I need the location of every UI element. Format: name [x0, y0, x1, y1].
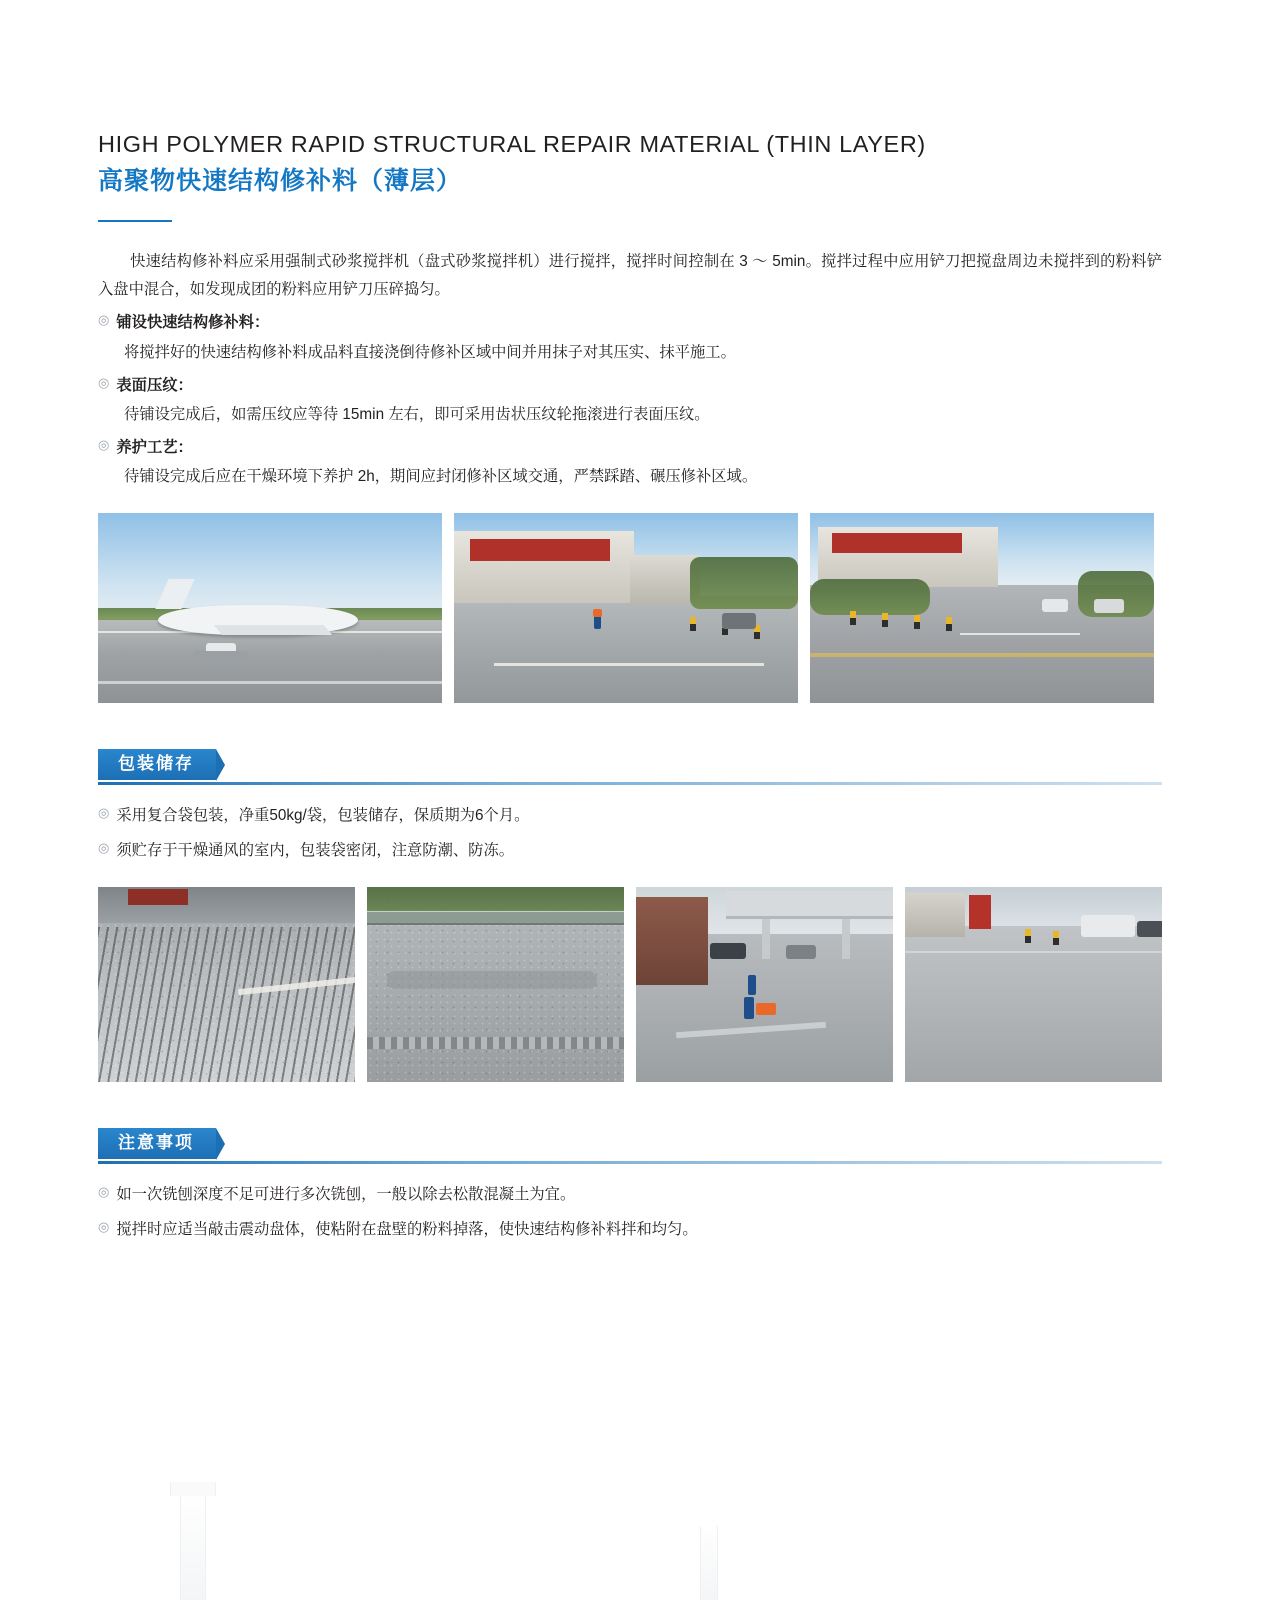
bullet-circle-icon: ◎	[98, 312, 110, 328]
list-item-text: 如一次铣刨深度不足可进行多次铣刨，一般以除去松散混凝土为宜。	[116, 1185, 576, 1203]
list-item-text: 须贮存于干燥通风的室内，包装袋密闭，注意防潮、防冻。	[116, 841, 515, 859]
section-underline	[98, 1161, 1162, 1164]
gallery-top	[98, 513, 1162, 703]
photo-damaged-road-guardrail	[367, 887, 624, 1082]
list-item-text: 采用复合袋包装，净重50kg/袋，包装储存，保质期为6个月。	[116, 806, 530, 824]
intro-paragraph: 快速结构修补料应采用强制式砂浆搅拌机（盘式砂浆搅拌机）进行搅拌，搅拌时间控制在 3 ～ 5min。搅拌过程中应用铲刀把搅盘周边未搅拌到的粉料铲入盘中混合，如发现成团的粉料应用铲刀压碎捣匀。	[98, 252, 1162, 299]
section-underline	[98, 782, 1162, 785]
photo-gas-station-construction	[636, 887, 893, 1082]
bullet-circle-icon: ◎	[98, 839, 110, 855]
step-item	[98, 371, 1162, 400]
bullet-circle-icon: ◎	[98, 374, 110, 390]
list-item	[98, 836, 1162, 865]
bullet-circle-icon: ◎	[98, 804, 110, 820]
footer-watermark	[140, 1480, 780, 1600]
list-item	[98, 1215, 1162, 1244]
step-title: 养护工艺：	[116, 438, 193, 456]
bullet-circle-icon: ◎	[98, 1219, 110, 1235]
step-item	[98, 308, 1162, 337]
section-packaging	[98, 749, 1162, 1082]
title-divider	[98, 220, 172, 222]
step-title: 铺设快速结构修补料：	[116, 314, 270, 332]
gallery-bottom	[98, 887, 1162, 1082]
list-item-text: 搅拌时应适当敲击震动盘体，使粘附在盘壁的粉料掉落，使快速结构修补料拌和均匀。	[116, 1221, 698, 1239]
section-body	[98, 801, 1162, 865]
list-item	[98, 801, 1162, 830]
step-item	[98, 433, 1162, 462]
section-notes	[98, 1128, 1162, 1244]
photo-commercial-street	[454, 513, 798, 703]
photo-airport-runway	[98, 513, 442, 703]
step-detail: 将搅拌好的快速结构修补料成品料直接浇倒待修补区域中间并用抹子对其压实、抹平施工。	[124, 343, 736, 361]
page-title-chinese: 高聚物快速结构修补料（薄层）	[98, 167, 463, 196]
section-tab-label: 包装储存	[98, 749, 216, 780]
section-tab-label: 注意事项	[98, 1128, 216, 1159]
page-title-english: HIGH POLYMER RAPID STRUCTURAL REPAIR MATERIAL (THIN LAYER)	[98, 131, 926, 157]
bullet-circle-icon: ◎	[98, 436, 110, 452]
section-body	[98, 1180, 1162, 1244]
photo-city-road-cones	[810, 513, 1154, 703]
section-heading	[98, 749, 1162, 781]
bullet-circle-icon: ◎	[98, 1183, 110, 1199]
step-title: 表面压纹：	[116, 376, 193, 394]
photo-grooved-pavement	[98, 887, 355, 1082]
photo-gas-station-finished	[905, 887, 1162, 1082]
section-heading	[98, 1128, 1162, 1160]
step-detail: 待铺设完成后应在干燥环境下养护 2h，期间应封闭修补区域交通，严禁踩踏、碾压修补区域。	[124, 467, 758, 485]
page-content	[98, 130, 1162, 1244]
step-detail: 待铺设完成后，如需压纹应等待 15min 左右，即可采用齿状压纹轮拖滚进行表面压纹。	[124, 405, 710, 423]
list-item	[98, 1180, 1162, 1209]
